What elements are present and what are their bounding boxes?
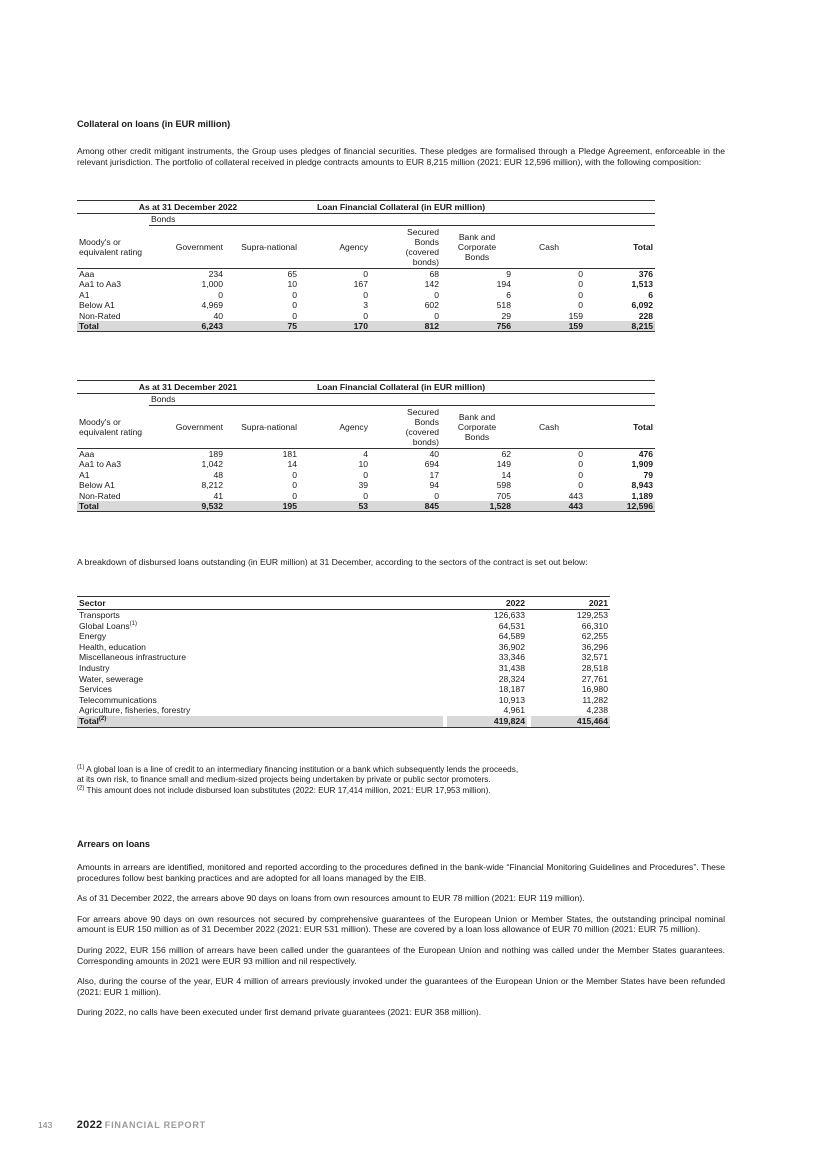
- sector-name-cell: [77, 684, 443, 695]
- cell-value: 0: [578, 459, 583, 470]
- cell-value: 443: [513, 501, 585, 512]
- cell-value: 48: [213, 469, 223, 480]
- report-year: 2022: [76, 1119, 103, 1131]
- rating-label: Aaa: [79, 449, 95, 459]
- footnote-text: This amount does not include disbursed loan substitutes (2022: EUR 17,414 million, 2021: EUR 17,953 million).: [84, 785, 491, 795]
- sector-row: [77, 684, 610, 695]
- total-row: [77, 321, 655, 332]
- rating-label: Non-Rated: [79, 490, 121, 501]
- cell-value: 6,243: [149, 321, 225, 332]
- cell-value: 41: [213, 490, 223, 501]
- cell-value: 195: [225, 501, 299, 512]
- sector-name-cell: [77, 631, 443, 642]
- total-header: Total: [585, 226, 655, 269]
- cell-value: 4,969: [201, 300, 223, 311]
- rating-label: Aa1 to Aa3: [79, 279, 122, 290]
- cell-value: 0: [578, 300, 583, 311]
- bank-corporate-header: Bank and Corporate Bonds: [441, 406, 513, 449]
- arrears-paragraph: During 2022, no calls have been executed under first demand private guarantees (2021: EUR 358 million).: [77, 1007, 482, 1018]
- rating-header: Moody's or equivalent rating: [77, 406, 149, 449]
- period-label: As at 31 December 2022: [77, 201, 299, 214]
- table-row: [77, 279, 655, 289]
- sector-name: Energy: [79, 631, 107, 642]
- cell-value: 1,909: [631, 459, 654, 470]
- cell-value: 0: [578, 269, 583, 279]
- cell-value: 65: [287, 269, 297, 279]
- cell-value: 0: [578, 469, 583, 480]
- collateral-intro: Among other credit mitigant instruments, the Group uses pledges of financial securities. These pledges are formalised through a Pledge Agreement, enforceable in the relevant jurisdiction. The portfolio of collateral received in pledge contracts amounts to EUR 8,215 million (2021: EUR 12,596 million), with the following composition:: [77, 146, 725, 167]
- cell-value: 0: [363, 289, 368, 300]
- cell-value: 159: [568, 310, 583, 321]
- collateral-heading: Collateral on loans (in EUR million): [77, 119, 231, 129]
- sector-name-cell: [77, 674, 443, 685]
- cell-value: 228: [638, 310, 654, 321]
- sector-row: [77, 695, 610, 706]
- value-2021: 11,282: [582, 694, 608, 705]
- table-row: [77, 459, 655, 469]
- cell-value: 0: [434, 490, 439, 501]
- government-header: Government: [149, 226, 225, 269]
- value-2022: 64,589: [498, 631, 525, 642]
- bonds-group-label: Bonds: [149, 394, 513, 406]
- total-row: [77, 501, 655, 512]
- value-2021: 36,296: [581, 641, 608, 652]
- arrears-paragraph: Also, during the course of the year, EUR 4 million of arrears previously invoked under the guarantees of the European Union or the Member States have been refunded (2021: EUR 1 million).: [77, 976, 725, 997]
- cell-value: 0: [292, 289, 297, 300]
- footnote-text: A global loan is a line of credit to an intermediary financing institution or a bank which subsequently lends the proceeds,: [84, 765, 519, 774]
- cell-value: 8,943: [631, 480, 654, 491]
- value-2021: 28,518: [581, 662, 608, 673]
- cell-value: 39: [358, 480, 368, 491]
- cell-value: 756: [441, 321, 513, 332]
- value-2022: 4,961: [503, 705, 525, 716]
- cell-value: 40: [213, 310, 223, 321]
- total-header: Total: [585, 406, 655, 449]
- cell-value: 75: [225, 321, 299, 332]
- collateral-table-2022: [77, 200, 655, 332]
- value-2021: 62,255: [581, 631, 608, 642]
- value-2021: 16,980: [581, 684, 608, 695]
- rating-label: Non-Rated: [79, 310, 121, 321]
- sector-name-cell: [77, 705, 443, 716]
- arrears-body: [77, 862, 725, 1028]
- cell-value: 812: [370, 321, 441, 332]
- sector-row: [77, 663, 610, 674]
- cell-value: 194: [496, 279, 511, 290]
- sector-header: Sector: [77, 597, 443, 610]
- rating-label: Aaa: [79, 269, 95, 279]
- cell-value: 1,513: [631, 279, 654, 290]
- secured-bonds-header: Secured Bonds (covered bonds): [370, 406, 441, 449]
- sector-name: Miscellaneous infrastructure: [79, 652, 186, 663]
- value-2022: 64,531: [498, 620, 525, 631]
- sector-name: Telecommunications: [79, 694, 157, 705]
- bank-corporate-header: Bank and Corporate Bonds: [441, 226, 513, 269]
- footnote-mark: (1): [77, 764, 85, 771]
- sector-name: Services: [79, 684, 112, 695]
- sector-name: Water, sewerage: [79, 673, 144, 684]
- cell-value: 0: [292, 469, 297, 480]
- sector-row: [77, 652, 610, 663]
- value-2021: 32,571: [581, 652, 608, 663]
- cell-value: 189: [208, 449, 223, 459]
- cell-value: 694: [424, 459, 439, 470]
- cell-value: 0: [434, 310, 439, 321]
- sector-name: Agriculture, fisheries, forestry: [79, 705, 191, 716]
- cell-value: 8,215: [585, 321, 655, 332]
- collateral-table-2021: [77, 380, 655, 512]
- value-2022: 419,824: [447, 716, 527, 727]
- cell-value: 6,092: [631, 300, 654, 311]
- page-footer: [38, 1119, 206, 1131]
- footnote-line: [77, 786, 637, 796]
- sector-row: [77, 642, 610, 653]
- cell-value: 518: [496, 300, 511, 311]
- value-2022: 10,913: [498, 694, 525, 705]
- cell-value: 181: [282, 449, 297, 459]
- value-2022: 18,187: [498, 684, 525, 695]
- cell-value: 0: [363, 310, 368, 321]
- cell-value: 167: [353, 279, 368, 290]
- sector-row: [77, 705, 610, 716]
- cell-value: 10: [358, 459, 368, 470]
- sector-table: [77, 596, 610, 728]
- sector-name: Total: [79, 715, 99, 726]
- cell-value: 376: [638, 269, 654, 279]
- cell-value: 170: [299, 321, 370, 332]
- sector-name: Industry: [79, 662, 110, 673]
- sector-name-cell: [77, 642, 443, 653]
- cell-value: 443: [568, 490, 583, 501]
- table-row: [77, 470, 655, 480]
- agency-header: Agency: [299, 406, 370, 449]
- footnote-mark: (2): [77, 785, 85, 792]
- cell-value: 0: [434, 289, 439, 300]
- arrears-paragraph: For arrears above 90 days on own resources not secured by comprehensive guarantees of the European Union or Member States, the outstanding principal nominal amount is EUR 150 million as of 31 December 2022 (2021: EUR 531 million). These are covered by a loan loss allowance of EUR 70 million (2021: EUR 75 million).: [77, 913, 725, 935]
- cell-value: 10: [287, 279, 297, 290]
- sector-row: [77, 631, 610, 642]
- year-2022-header: 2022: [447, 597, 527, 610]
- rating-header: Moody's or equivalent rating: [77, 226, 149, 269]
- cell-value: 3: [363, 300, 368, 311]
- value-2021: 129,253: [576, 610, 608, 620]
- page-number: 143: [38, 1120, 53, 1130]
- cell-value: 79: [643, 469, 654, 480]
- table-row: [77, 491, 655, 501]
- group-title: Loan Financial Collateral (in EUR million): [299, 381, 655, 394]
- sector-name-cell: [77, 695, 443, 706]
- cell-value: 0: [292, 490, 297, 501]
- cell-value: 17: [429, 469, 439, 480]
- arrears-heading: Arrears on loans: [77, 839, 151, 849]
- cell-value: 40: [429, 449, 439, 459]
- cell-value: 0: [578, 289, 583, 300]
- cell-value: 9: [506, 269, 511, 279]
- cell-value: 159: [513, 321, 585, 332]
- group-title: Loan Financial Collateral (in EUR million): [299, 201, 655, 214]
- cell-value: 6: [506, 289, 511, 300]
- cell-value: 149: [496, 459, 511, 470]
- rating-label: Total: [77, 321, 149, 332]
- value-2022: 31,438: [498, 662, 525, 673]
- cash-header: Cash: [513, 226, 585, 269]
- arrears-paragraph: As of 31 December 2022, the arrears above 90 days on loans from own resources amount to EUR 78 million (2021: EUR 119 million).: [77, 893, 585, 904]
- agency-header: Agency: [299, 226, 370, 269]
- cell-value: 12,596: [585, 501, 655, 512]
- sector-name: Transports: [79, 610, 120, 620]
- cell-value: 234: [208, 269, 223, 279]
- sector-name-cell: [77, 610, 443, 621]
- table-row: [77, 311, 655, 321]
- year-2021-header: 2021: [531, 597, 610, 610]
- sector-name: Global Loans: [79, 620, 130, 631]
- value-2021: 66,310: [581, 620, 608, 631]
- bonds-group-label: Bonds: [149, 214, 513, 226]
- footnote-ref: (2): [98, 716, 107, 723]
- cell-value: 14: [287, 459, 297, 470]
- supranational-header: Supra-national: [225, 226, 299, 269]
- sector-row: [77, 610, 610, 621]
- cell-value: 53: [299, 501, 370, 512]
- report-title: FINANCIAL REPORT: [104, 1120, 206, 1130]
- cell-value: 476: [638, 449, 654, 459]
- cell-value: 0: [363, 269, 368, 279]
- footnote-ref: (1): [129, 620, 137, 627]
- table-row: [77, 300, 655, 310]
- cell-value: 602: [424, 300, 439, 311]
- table-row: [77, 480, 655, 490]
- value-2021: 27,761: [581, 673, 608, 684]
- table-row: [77, 269, 655, 280]
- cell-value: 94: [429, 480, 439, 491]
- value-2022: 28,324: [498, 673, 525, 684]
- footnote-line: [77, 775, 637, 785]
- cell-value: 9,532: [149, 501, 225, 512]
- sector-name: Health, education: [79, 641, 146, 652]
- cell-value: 1,189: [631, 490, 654, 501]
- cell-value: 0: [578, 449, 583, 459]
- cell-value: 29: [501, 310, 511, 321]
- cash-header: Cash: [513, 406, 585, 449]
- footnote-text: at its own risk, to finance small and medium-sized projects being undertaken by private or public sector promoters.: [77, 775, 491, 785]
- rating-label: A1: [79, 469, 90, 480]
- cell-value: 1,042: [201, 459, 223, 470]
- table-row: [77, 290, 655, 300]
- cell-value: 8,212: [201, 480, 223, 491]
- cell-value: 0: [363, 469, 368, 480]
- cell-value: 0: [578, 279, 583, 290]
- rating-label: Below A1: [79, 300, 115, 311]
- cell-value: 1,528: [441, 501, 513, 512]
- value-2022: 126,633: [493, 610, 525, 620]
- value-2021: 4,238: [586, 705, 608, 716]
- sector-name-cell: [77, 621, 443, 632]
- sector-row: [77, 621, 610, 632]
- cell-value: 0: [218, 289, 223, 300]
- government-header: Government: [149, 406, 225, 449]
- sector-total-row: [77, 716, 610, 727]
- cell-value: 62: [501, 449, 511, 459]
- cell-value: 6: [648, 289, 654, 300]
- cell-value: 142: [424, 279, 439, 290]
- rating-label: Below A1: [79, 480, 115, 491]
- cell-value: 845: [370, 501, 441, 512]
- cell-value: 1,000: [201, 279, 223, 290]
- value-2022: 33,346: [498, 652, 525, 663]
- footnotes: [77, 765, 637, 796]
- cell-value: 0: [363, 490, 368, 501]
- cell-value: 0: [578, 480, 583, 491]
- rating-label: Total: [77, 501, 149, 512]
- cell-value: 14: [501, 469, 511, 480]
- cell-value: 598: [496, 480, 511, 491]
- secured-bonds-header: Secured Bonds (covered bonds): [370, 226, 441, 269]
- period-label: As at 31 December 2021: [77, 381, 299, 394]
- sector-name-cell: [77, 652, 443, 663]
- sector-name-cell: [77, 716, 443, 727]
- value-2021: 415,464: [531, 716, 610, 727]
- cell-value: 0: [292, 480, 297, 491]
- sector-row: [77, 674, 610, 685]
- table-row: [77, 449, 655, 460]
- value-2022: 36,902: [498, 641, 525, 652]
- sector-intro: A breakdown of disbursed loans outstanding (in EUR million) at 31 December, according to the sectors of the contract is set out below:: [77, 557, 588, 567]
- rating-label: A1: [79, 289, 90, 300]
- cell-value: 4: [363, 449, 368, 459]
- cell-value: 705: [496, 490, 511, 501]
- rating-label: Aa1 to Aa3: [79, 459, 122, 470]
- cell-value: 0: [292, 300, 297, 311]
- arrears-paragraph: During 2022, EUR 156 million of arrears have been called under the guarantees of the European Union and nothing was called under the Member States guarantees. Corresponding amounts in 2021 were EUR 93 million and nil respectively.: [77, 944, 725, 966]
- sector-name-cell: [77, 663, 443, 674]
- cell-value: 68: [429, 269, 439, 279]
- arrears-paragraph: Amounts in arrears are identified, monitored and reported according to the procedures defined in the bank-wide “Financial Monitoring Guidelines and Procedures”. These procedures follow best banking practices and are adopted for all loans managed by the EIB.: [77, 862, 725, 883]
- footnote-line: [77, 765, 637, 775]
- supranational-header: Supra-national: [225, 406, 299, 449]
- cell-value: 0: [292, 310, 297, 321]
